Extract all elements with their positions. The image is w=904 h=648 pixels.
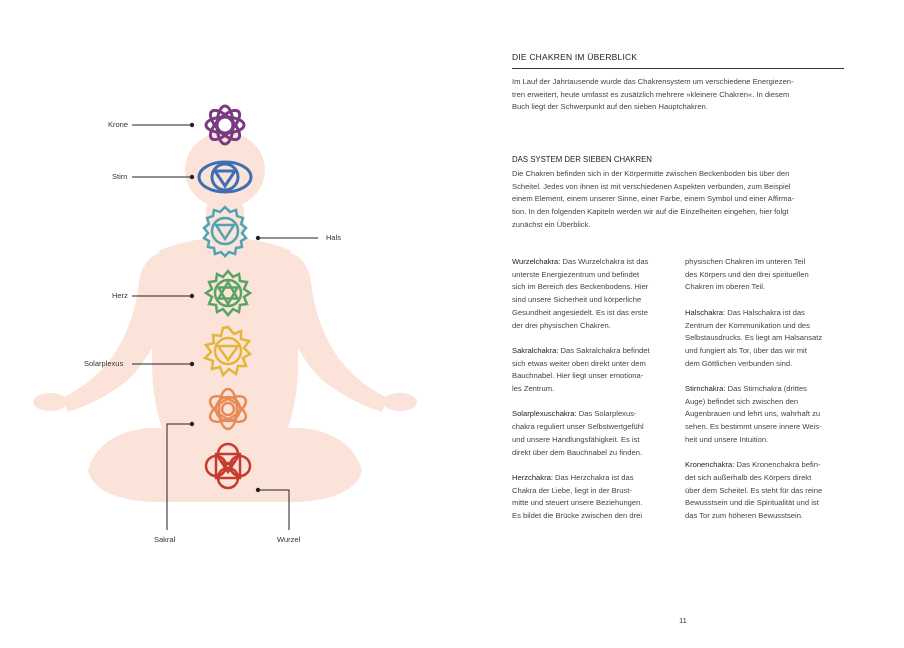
entry-text: der drei physischen Chakren. [512,320,611,330]
herz-entry [512,472,677,523]
intro-line: Buch liegt der Schwerpunkt auf den sieben Hauptchakren. [512,102,708,112]
entry-text: Es bildet die Brücke zwischen den drei [512,511,643,521]
entry-text: sind unsere Sicherheit und körperliche [512,295,642,305]
entry-text: chakra reguliert unser Selbstwertgefühl [512,422,644,432]
entry-text: physischen Chakren im unteren Teil [685,257,806,266]
intro-line: Im Lauf der Jahrtausende wurde das Chakrensystem um verschiedene Energiezen- [512,77,794,86]
wurzel-term: Wurzelchakra: [512,257,561,266]
entry-text: über dem Scheitel. Es steht für das reine [685,485,823,495]
entry-text: Selbstausdrucks. Es liegt am Halsansatz [685,333,823,343]
herz-term: Herzchakra: [512,472,553,482]
entry-text: Das Sakralchakra befindet [558,345,650,355]
entry-text: mitte und steuert unsere Beziehungen. [512,498,643,508]
entry-text: Augenbrauen und lehrt uns, wahrhaft zu [685,409,821,419]
intro-line: tren erweitert, heute umfasst es zusätzlich mehrere »kleinere Chakren«. In diesem [512,89,790,99]
page-heading: DIE CHAKREN IM ÜBERBLICK [512,52,638,62]
intro-paragraph [512,76,844,114]
label-solarplexus: Solarplexus [84,359,124,368]
herz-continuation [685,256,850,294]
entry-text: und fungiert als Tor, über das wir mit [685,345,807,355]
entry-text: sehen. Es bestimmt unsere innere Weis- [685,422,822,432]
solar-entry [512,408,677,459]
label-wurzel: Wurzel [277,535,301,544]
entry-text: sich im Bereich des Beckenbodens. Hier [512,282,649,292]
entry-text: unterste Energiezentrum und befindet [512,269,640,279]
hals-entry [685,307,850,371]
stirn-entry [685,383,850,447]
entry-text: des Körpers und den drei spirituellen [685,269,809,279]
entry-text: Das Halschakra ist das [725,307,805,317]
system-paragraph [512,168,844,232]
entry-text: Gesundheit angesiedelt. Es ist das erste [512,307,648,317]
entry-text: Das Kronenchakra befin- [734,460,821,470]
label-hals: Hals [326,233,342,242]
text-column-right [685,256,850,535]
entry-text: dem Göttlichen verbunden sind. [685,358,793,368]
system-line: einem Element, einem unserer Sinne, einer Farbe, einem Symbol und einer Affirma- [512,194,795,204]
entry-text: Chakra der Liebe, liegt in der Brust- [512,485,632,495]
entry-text: Das Herzchakra ist das [552,472,634,482]
entry-text: Das Wurzelchakra ist das [560,257,649,266]
system-line: zunächst ein Überblick. [512,219,591,229]
entry-text: Auge) befindet sich zwischen den [685,396,799,406]
text-column-left [512,256,677,535]
stirn-term: Stirnchakra: [685,384,726,393]
sakral-term: Sakralchakra: [512,345,559,355]
system-line: tion. In den folgenden Kapiteln werden wir auf die Einzelheiten eingehen, hier folgt [512,207,789,217]
sakral-entry [512,345,677,396]
solar-term: Solarplexuschakra: [512,409,577,419]
label-sakral: Sakral [154,535,176,544]
entry-text: Zentrum der Kommunikation und des [685,320,810,330]
krone-term: Kronenchakra: [685,460,735,470]
entry-text: heit und unsere Intuition. [685,434,769,444]
entry-text: Bewusstsein und die Spiritualität und ist [685,498,819,508]
entry-text: det sich außerhalb des Körpers direkt [685,472,812,482]
label-herz: Herz [112,291,128,300]
label-krone: Krone [108,120,129,129]
entry-text: das Tor zum höheren Bewusstsein. [685,511,804,521]
entry-text: Chakren im oberen Teil. [685,282,766,292]
hals-term: Halschakra: [685,307,726,317]
entry-text: Das Stirnchakra (drittes [725,384,807,393]
system-line: Scheitel. Jedes von ihnen ist mit verschiedenen Aspekten verbunden, zum Beispiel [512,181,791,191]
system-heading: DAS SYSTEM DER SIEBEN CHAKREN [512,155,652,164]
entry-text: und unsere Handlungsfähigkeit. Es ist [512,434,640,444]
wurzel-entry [512,256,677,332]
system-line: Die Chakren befinden sich in der Körpermitte zwischen Beckenboden bis über den [512,169,790,178]
heading-rule [512,68,844,69]
page-number: 11 [679,616,687,625]
entry-text: Bauchnabel. Hier liegt unser emotiona- [512,371,644,381]
entry-text: direkt über dem Bauchnabel zu finden. [512,447,643,457]
label-stirn: Stirn [112,172,128,181]
entry-text: les Zentrum. [512,384,555,394]
krone-entry [685,459,850,523]
entry-text: sich etwas weiter oben direkt unter dem [512,358,646,368]
entry-text: Das Solarplexus- [576,409,637,419]
